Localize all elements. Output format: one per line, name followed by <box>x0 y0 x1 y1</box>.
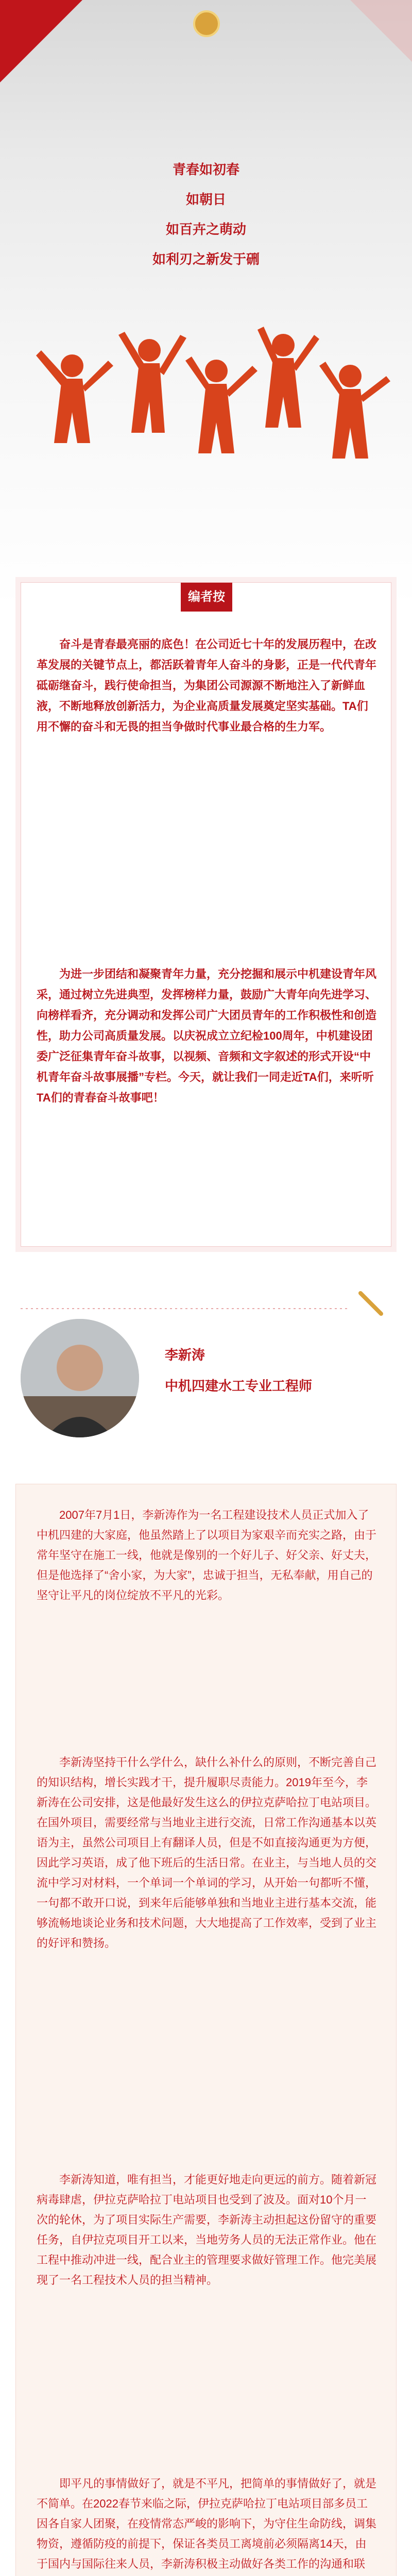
youth-league-emblem-icon <box>193 10 220 37</box>
pink-corner-decoration <box>350 0 412 62</box>
story-paragraph-1: 2007年7月1日，李新涛作为一名工程建设技术人员正式加入了中机四建的大家庭，他虽然踏上了以项目为家艰辛而充实之路，由于常年坚守在施工一线，他就是像别的一个好儿子、好父亲、好丈夫，但是他选择了“舍小家，为大家”，忠诚于担当，无私奉献，用自己的坚守让平凡的岗位绽放不平凡的光彩。 <box>37 1509 377 1602</box>
editor-note-paragraph-1: 奋斗是青春最亮丽的底色！在公司近七十年的发展历程中，在改革发展的关键节点上，都活跃着青年人奋斗的身影，正是一代代青年砥砺继奋斗，践行使命担当，为集团公司源源不断地注入了新鲜血液，不断地释放创新活力，为企业高质量发展奠定坚实基础。TA们用不懈的奋斗和无畏的担当争做时代事业最合格的生力军。 <box>37 638 377 733</box>
hero-line-1: 青春如初春 <box>172 162 239 177</box>
editor-note-paragraph-2: 为进一步团结和凝聚青年力量，充分挖掘和展示中机建设青年风采，通过树立先进典型，发挥榜样力量，鼓励广大青年向先进学习、向榜样看齐，充分调动和发挥公司广大团员青年的工作积极性和创造性，助力公司高质量发展。以庆祝成立立纪检100周年，中机建设团委广泛征集青年奋斗故事，以视频、音频和文字叙述的形式开设“中机青年奋斗故事展播”专栏。今天，就让我们一同走近TA们，来听听TA们的青春奋斗故事吧！ <box>37 968 377 1104</box>
profile-name: 李新涛 <box>165 1347 205 1363</box>
avatar <box>21 1319 139 1437</box>
hero-line-2: 如朝日 <box>185 192 226 207</box>
story-paragraph-3: 李新涛知道，唯有担当，才能更好地走向更远的前方。随着新冠病毒肆虐，伊拉克萨哈拉丁电站项目也受到了波及。面对10个月一次的轮休，为了项目实际生产需要，李新涛主动担起这份留守的重要任务，自伊拉克项目开工以来，当地劳务人员的无法正常作业。他在工程中推动冲进一线，配合业主的管理要求做好管理工作。他完美展现了一名工程技术人员的担当精神。 <box>37 2173 377 2286</box>
profile-section <box>0 1298 412 1484</box>
story-article <box>15 1484 397 2576</box>
story-paragraph-4: 即平凡的事情做好了，就是不平凡，把简单的事情做好了，就是不简单。在2022春节来临之际，伊拉克萨哈拉丁电站项目部多员工因各自家人团聚，在疫情常态严峻的影响下，为守住生命防线，调集物资，遵循防疫的前提下，保证各类员工离境前必须隔离14天，由于国内与国际往来人员，李新涛积极主动做好各类工作的沟通和联 <box>37 2477 377 2570</box>
hero-line-4: 如利刃之新发于硎 <box>152 251 260 267</box>
hero-banner <box>0 0 412 608</box>
editor-note-card <box>21 582 391 1247</box>
story-paragraph-2: 李新涛坚持干什么学什么，缺什么补什么的原则，不断完善自己的知识结构，增长实践才干，提升履职尽责能力。2019年至今，李新涛在公司安排，这是他最好发生这么的伊拉克萨哈拉丁电站项目。在国外项目，需要经常与当地业主进行交流，日常工作沟通基本以英语为主，虽然公司项目上有翻译人员，但是不如直接沟通更为方便，因此学习英语，成了他下班后的生活日常。在业主，与当地人员的交流中学习对材料，一个单词一个单词的学习，从开始一句都听不懂，一句都不敢开口说，到来年后能够单独和当地业主进行基本交流，能够流畅地谈论业务和技术问题，大大地提高了工作效率，受到了业主的好评和赞扬。 <box>37 1756 377 1950</box>
hero-line-3: 如百卉之萌动 <box>165 222 246 237</box>
hero-poem <box>0 155 412 274</box>
red-corner-decoration <box>0 0 82 82</box>
profile-title: 中机四建水工专业工程师 <box>165 1378 313 1394</box>
editor-note-heading: 编者按 <box>181 583 232 612</box>
jumping-youth-silhouettes <box>0 289 412 556</box>
